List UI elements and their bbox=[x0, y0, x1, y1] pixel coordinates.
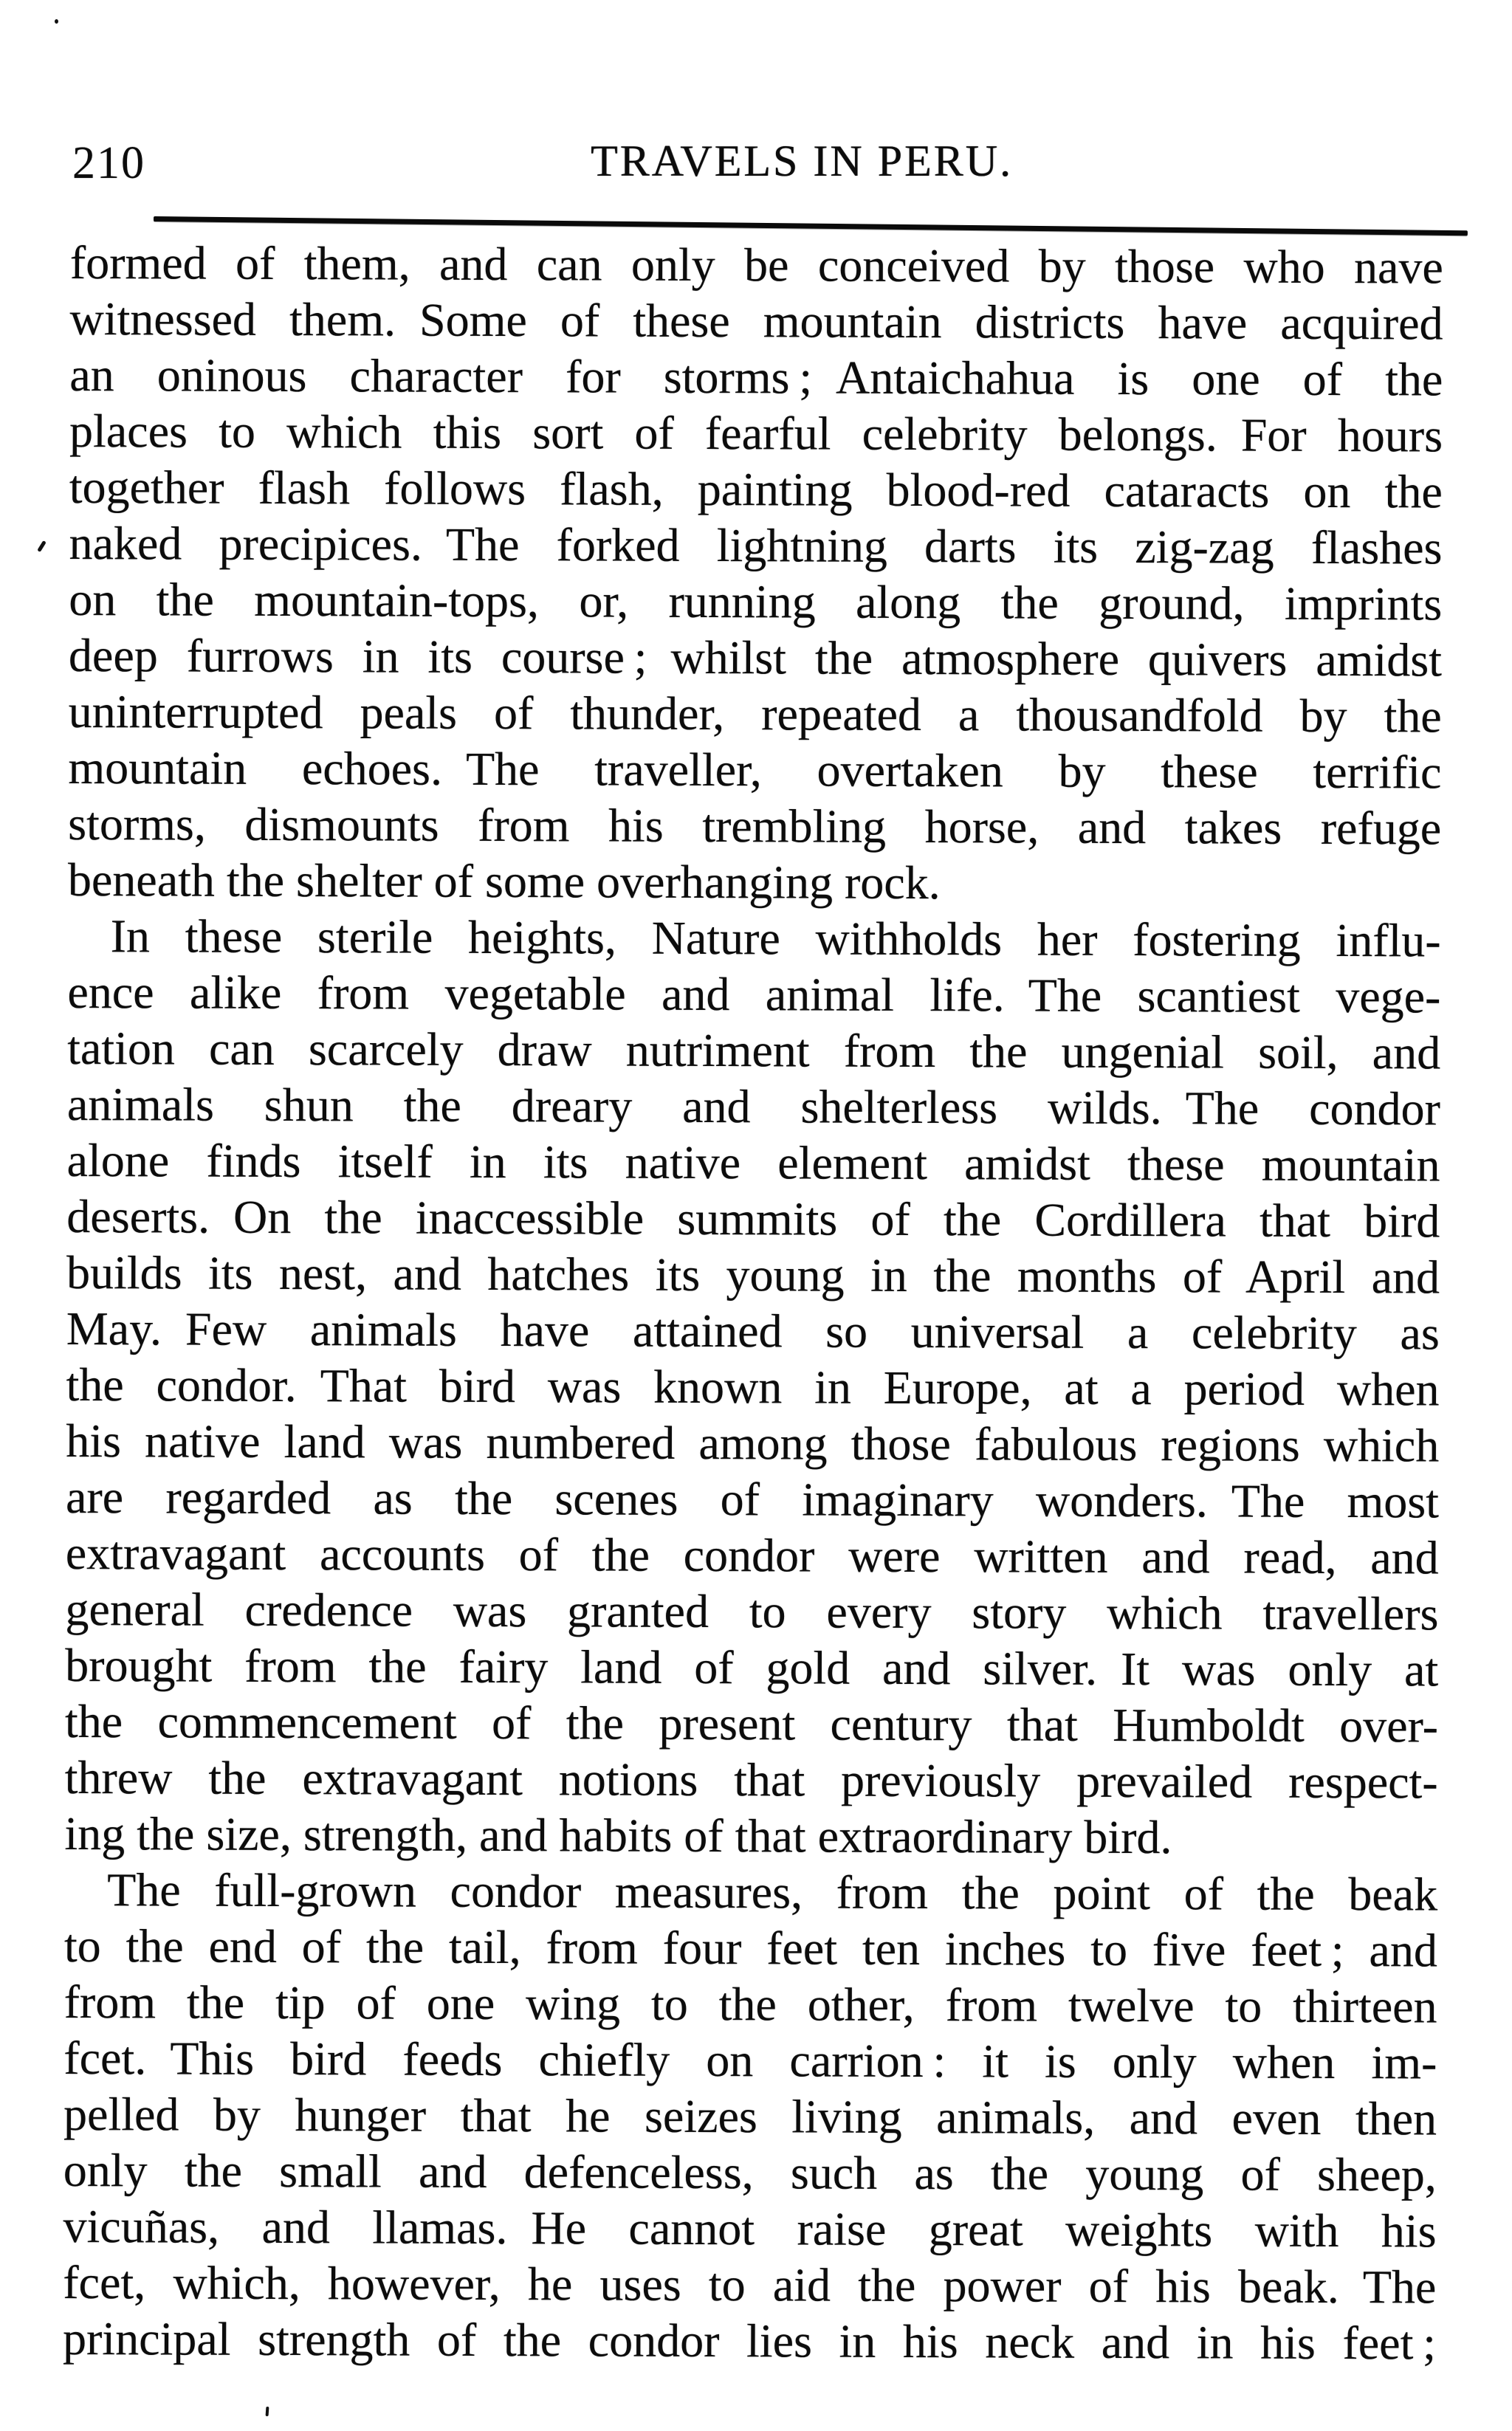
text-line: principal strength of the condor lies in his neck and in his feet ; bbox=[62, 2311, 1437, 2370]
text-line: ence alike from vegetable and animal life. The scantiest vege- bbox=[67, 965, 1441, 1023]
running-header-title: TRAVELS IN PERU. bbox=[591, 137, 1013, 185]
text-line: deserts. On the inaccessible summits of the Cordillera that bird bbox=[66, 1189, 1440, 1248]
header-rule bbox=[154, 216, 1468, 235]
scan-tick-artifact-left bbox=[37, 540, 47, 552]
text-line: are regarded as the scenes of imaginary wonders. The most bbox=[65, 1470, 1440, 1528]
text-line: uninterrupted peals of thunder, repeated a thousandfold by the bbox=[68, 684, 1442, 743]
text-line: the condor. That bird was known in Europe, at a period when bbox=[66, 1358, 1440, 1416]
text-line: beneath the shelter of some overhanging rock. bbox=[67, 853, 941, 910]
text-line: threw the extravagant notions that previously prevailed respect- bbox=[64, 1750, 1438, 1809]
text-line: deep furrows in its course ; whilst the atmosphere quivers amidst bbox=[68, 628, 1443, 687]
text-line: animals shun the dreary and shelterless wilds. The condor bbox=[66, 1077, 1441, 1135]
body-text bbox=[63, 235, 1443, 2371]
text-line: fcet. This bird feeds chiefly on carrion : it is only when im- bbox=[63, 2031, 1437, 2089]
text-line: together flash follows flash, painting blood-red cataracts on the bbox=[69, 460, 1443, 518]
text-line: storms, dismounts from his trembling horse, and takes refuge bbox=[68, 797, 1442, 855]
text-line: his native land was numbered among those fabulous regions which bbox=[66, 1414, 1440, 1472]
scan-tick-artifact-bottom bbox=[266, 2407, 269, 2416]
text-line: builds its nest, and hatches its young in the months of April and bbox=[66, 1245, 1440, 1304]
text-line: brought from the fairy land of gold and silver. It was only at bbox=[65, 1638, 1439, 1696]
text-line: from the tip of one wing to the other, from twelve to thirteen bbox=[63, 1975, 1437, 2033]
text-line: an oninous character for storms ; Antaichahua is one of the bbox=[69, 348, 1443, 406]
text-line: pelled by hunger that he seizes living animals, and even then bbox=[63, 2087, 1437, 2145]
text-line: naked precipices. The forked lightning darts its zig-zag flashes bbox=[69, 516, 1443, 574]
text-line: places to which this sort of fearful celebrity belongs. For hours bbox=[69, 404, 1443, 462]
scan-speck-artifact bbox=[55, 19, 58, 24]
text-line: fcet, which, however, he uses to aid the power of his beak. The bbox=[63, 2255, 1437, 2314]
text-line: The full-grown condor measures, from the point of the beak bbox=[107, 1863, 1438, 1921]
text-line: ing the size, strength, and habits of that extraordinary bird. bbox=[64, 1806, 1172, 1864]
text-line: general credence was granted to every story which travellers bbox=[65, 1582, 1439, 1640]
text-line: witnessed them. Some of these mountain districts have acquired bbox=[69, 292, 1443, 350]
text-line: formed of them, and can only be conceived by those who nave bbox=[69, 236, 1443, 294]
page-number: 210 bbox=[72, 138, 145, 188]
text-line: tation can scarcely draw nutriment from the ungenial soil, and bbox=[67, 1021, 1441, 1079]
text-line: extravagant accounts of the condor were written and read, and bbox=[65, 1526, 1439, 1584]
text-line: In these sterile heights, Nature withholds her fostering influ- bbox=[110, 910, 1441, 967]
text-line: to the end of the tail, from four feet ten inches to five feet ; and bbox=[63, 1919, 1438, 1977]
text-line: on the mountain-tops, or, running along the ground, imprints bbox=[69, 572, 1443, 630]
text-line: May. Few animals have attained so universal a celebrity as bbox=[66, 1302, 1440, 1360]
text-line: only the small and defenceless, such as the young of sheep, bbox=[63, 2143, 1437, 2201]
text-line: mountain echoes. The traveller, overtaken by these terrific bbox=[68, 740, 1442, 799]
text-line: vicuñas, and llamas. He cannot raise great weights with his bbox=[63, 2199, 1437, 2258]
text-line: alone finds itself in its native element amidst these mountain bbox=[66, 1133, 1440, 1192]
text-line: the commencement of the present century that Humboldt over- bbox=[64, 1694, 1439, 1753]
